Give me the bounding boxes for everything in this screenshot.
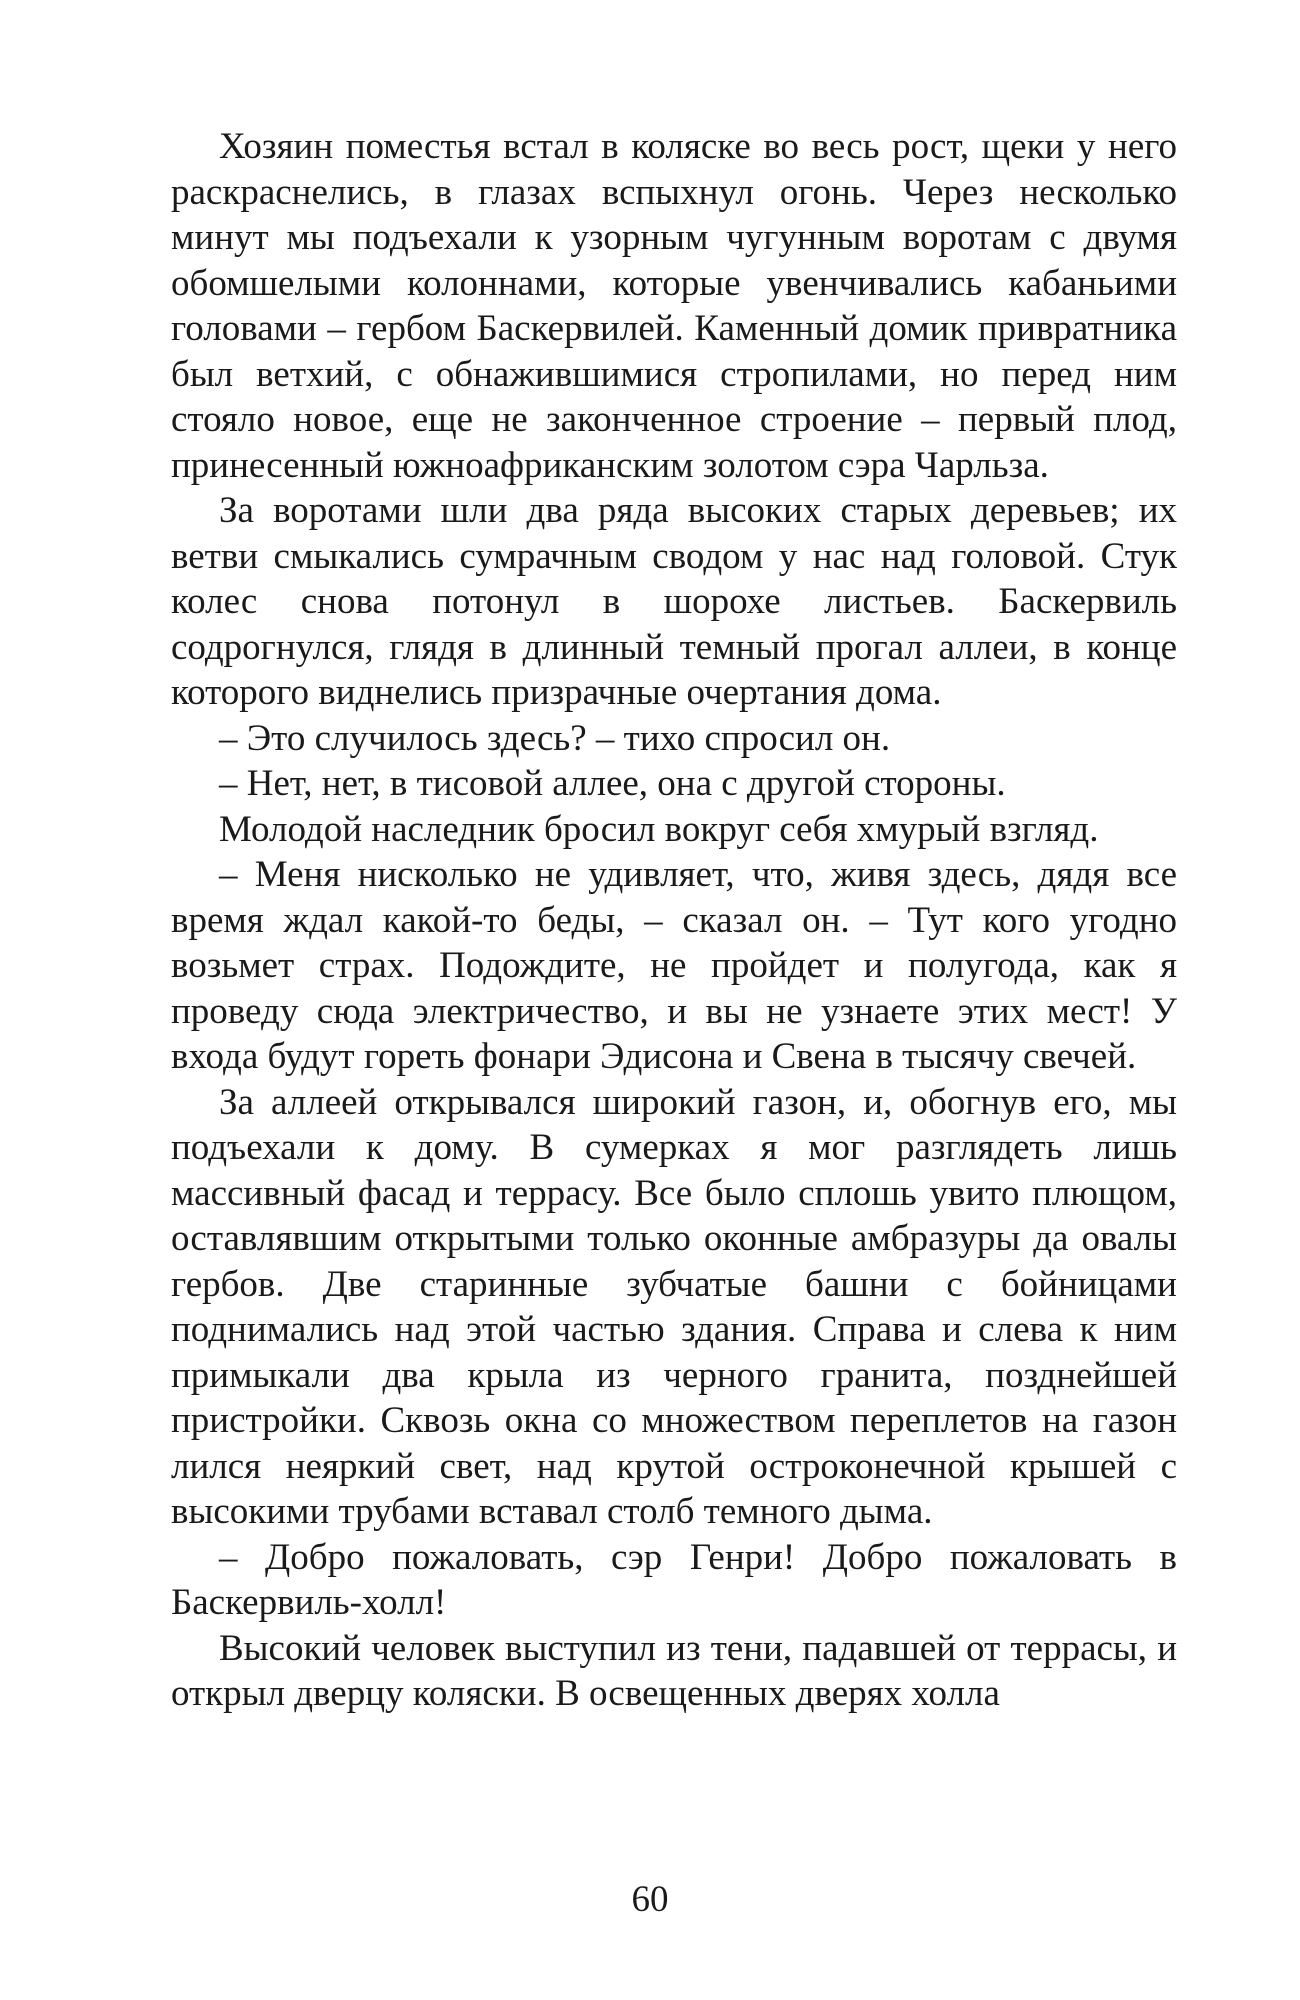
paragraph-3: – Это случилось здесь? – тихо спросил он. [219, 717, 891, 759]
paragraph-4: – Нет, нет, в тисовой аллее, она с другой стороны. [219, 763, 1006, 804]
paragraph-5: Молодой наследник бросил вокруг себя хмурый взгляд. [219, 808, 1099, 850]
page-body-text [171, 124, 1177, 1717]
paragraph-1: Хозяин поместья встал в коляске во весь рост, щеки у него раскраснелись, в глазах вспыхнул огонь. Через несколько минут мы подъехали к узорным чугунным воротам с двумя обомшелыми колоннами, которые увенчивались кабаньими головами – гербом Баскервилей. Каменный домик привратника был ветхий, с обнажившимися стропилами, но перед ним стояло новое, еще не законченное строение – первый плод, принесенный южноафриканским золотом сэра Чарльза. [171, 126, 1177, 486]
paragraph-9: Высокий человек выступил из тени, падавшей от террасы, и открыл дверцу коляски. В освещенных дверях холла [171, 1627, 1177, 1714]
page-number: 60 [631, 1879, 669, 1920]
paragraph-7: За аллеей открывался широкий газон, и, обогнув его, мы подъехали к дому. В сумерках я мог разглядеть лишь массивный фасад и террасу. Все было сплошь увито плющом, оставлявшим открытыми только оконные амбразуры да овалы гербов. Две старинные зубчатые башни с бойницами поднимались над этой частью здания. Справа и слева к ним примыкали два крыла из черного гранита, позднейшей пристройки. Сквозь окна со множеством переплетов на газон лился неяркий свет, над крутой остроконечной крышей с высокими трубами вставал столб темного дыма. [171, 1081, 1177, 1532]
paragraph-8: – Добро пожаловать, сэр Генри! Добро пожаловать в Баскервиль-холл! [171, 1536, 1177, 1623]
paragraph-6: – Меня нисколько не удивляет, что, живя здесь, дядя все время ждал какой-то беды, – сказал он. – Тут кого угодно возьмет страх. Подождите, не пройдет и полугода, как я проведу сюда электричество, и вы не узнаете этих мест! У входа будут гореть фонари Эдисона и Свена в тысячу свечей. [171, 854, 1177, 1077]
paragraph-2: За воротами шли два ряда высоких старых деревьев; их ветви смыкались сумрачным сводом у нас над головой. Стук колес снова потонул в шорохе листьев. Баскервиль содрогнулся, глядя в длинный темный прогал аллеи, в конце которого виднелись призрачные очертания дома. [171, 490, 1177, 713]
